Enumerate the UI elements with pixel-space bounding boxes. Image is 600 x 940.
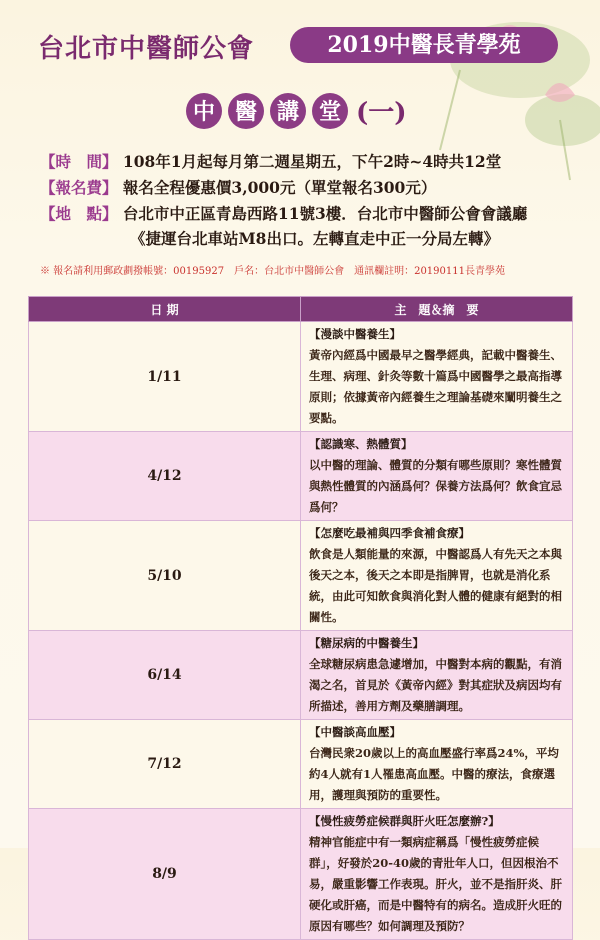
title-char: 醫 [228,93,264,129]
row-topic: 【認識寒、熱體質】 [309,437,413,451]
row-date: 7/12 [29,720,301,809]
table-row [29,432,573,521]
title-char: 中 [186,93,222,129]
row-topic: 【漫談中醫養生】 [309,327,401,341]
info-value: 報名全程優惠價3,000元（單堂報名300元） [122,178,437,197]
org-name: 台北市中醫師公會 [38,34,255,64]
row-desc: 以中醫的理論、體質的分類有哪些原則？寒性體質與熱性體質的內涵爲何？保養方法爲何？飲食宜忌爲何？ [309,458,562,514]
row-date: 4/12 [29,432,301,521]
row-content [301,322,573,432]
row-desc: 飲食是人類能量的來源，中醫認爲人有先天之本與後天之本，後天之本即是指脾胃，也就是消化系統，由此可知飲食與消化對人體的健康有絕對的相關性。 [309,547,562,624]
info-place [40,202,580,224]
info-label: 【時 間】 [40,152,118,171]
table-row [29,720,573,809]
info-value: 台北市中正區青島西路11號3樓．台北市中醫師公會會議廳 [122,204,528,223]
table-row [29,631,573,720]
row-topic: 【慢性疲勞症候群與肝火旺怎麼辦?】 [309,814,500,828]
col-date-header: 日 期 [29,297,301,322]
table-row [29,809,573,940]
page-title [186,92,407,129]
program-badge: 2019中醫長青學苑 [290,27,558,63]
info-fee [40,176,580,198]
row-desc: 全球糖尿病患急遽增加，中醫對本病的觀點，有消渴之名，首見於《黃帝內經》對其症狀及病因均有所描述，善用方劑及藥膳調理。 [309,657,562,713]
info-place-directions: 《捷運台北車站M8出口。左轉直走中正一分局左轉》 [130,229,499,248]
title-char: 講 [270,93,306,129]
row-desc: 精神官能症中有一類病症稱爲「慢性疲勞症候群」，好發於20-40歲的青壯年人口，但因根治不易，嚴重影響工作表現。肝火，並不是指肝炎、肝硬化或肝癌，而是中醫特有的病名。造成肝火旺的原因有哪些？如何調理及預防？ [309,835,562,933]
table-row [29,521,573,631]
info-label: 【報名費】 [40,178,118,197]
info-label: 【地 點】 [40,204,118,223]
row-date: 5/10 [29,521,301,631]
table-header-row [29,297,573,322]
row-date: 8/9 [29,809,301,940]
row-date: 1/11 [29,322,301,432]
registration-note: ※ 報名請利用郵政劃撥帳號：00195927 戶名：台北市中醫師公會 通訊欄註明：20190111長青學苑 [40,266,505,277]
row-content [301,631,573,720]
info-time [40,150,580,172]
row-desc: 黃帝內經爲中國最早之醫學經典，記載中醫養生、生理、病理、針灸等數十篇爲中國醫學之最高指導原則；依據黃帝內經養生之理論基礎來闡明養生之要點。 [309,348,562,425]
col-topic-header: 主 題＆摘 要 [301,297,573,322]
info-value: 108年1月起每月第二週星期五，下午2時~4時共12堂 [122,152,502,171]
table-row [29,322,573,432]
row-content [301,432,573,521]
title-char: 堂 [312,93,348,129]
schedule-table [28,296,573,940]
row-date: 6/14 [29,631,301,720]
row-content [301,809,573,940]
title-suffix: (一) [356,98,407,128]
row-topic: 【糖尿病的中醫養生】 [309,636,424,650]
row-topic: 【怎麼吃最補與四季食補食療】 [309,526,470,540]
row-content [301,521,573,631]
row-desc: 台灣民衆20歲以上的高血壓盛行率爲24%，平均約4人就有1人罹患高血壓。中醫的療法，食療選用，護理與預防的重要性。 [309,746,559,802]
row-content [301,720,573,809]
row-topic: 【中醫談高血壓】 [309,725,401,739]
